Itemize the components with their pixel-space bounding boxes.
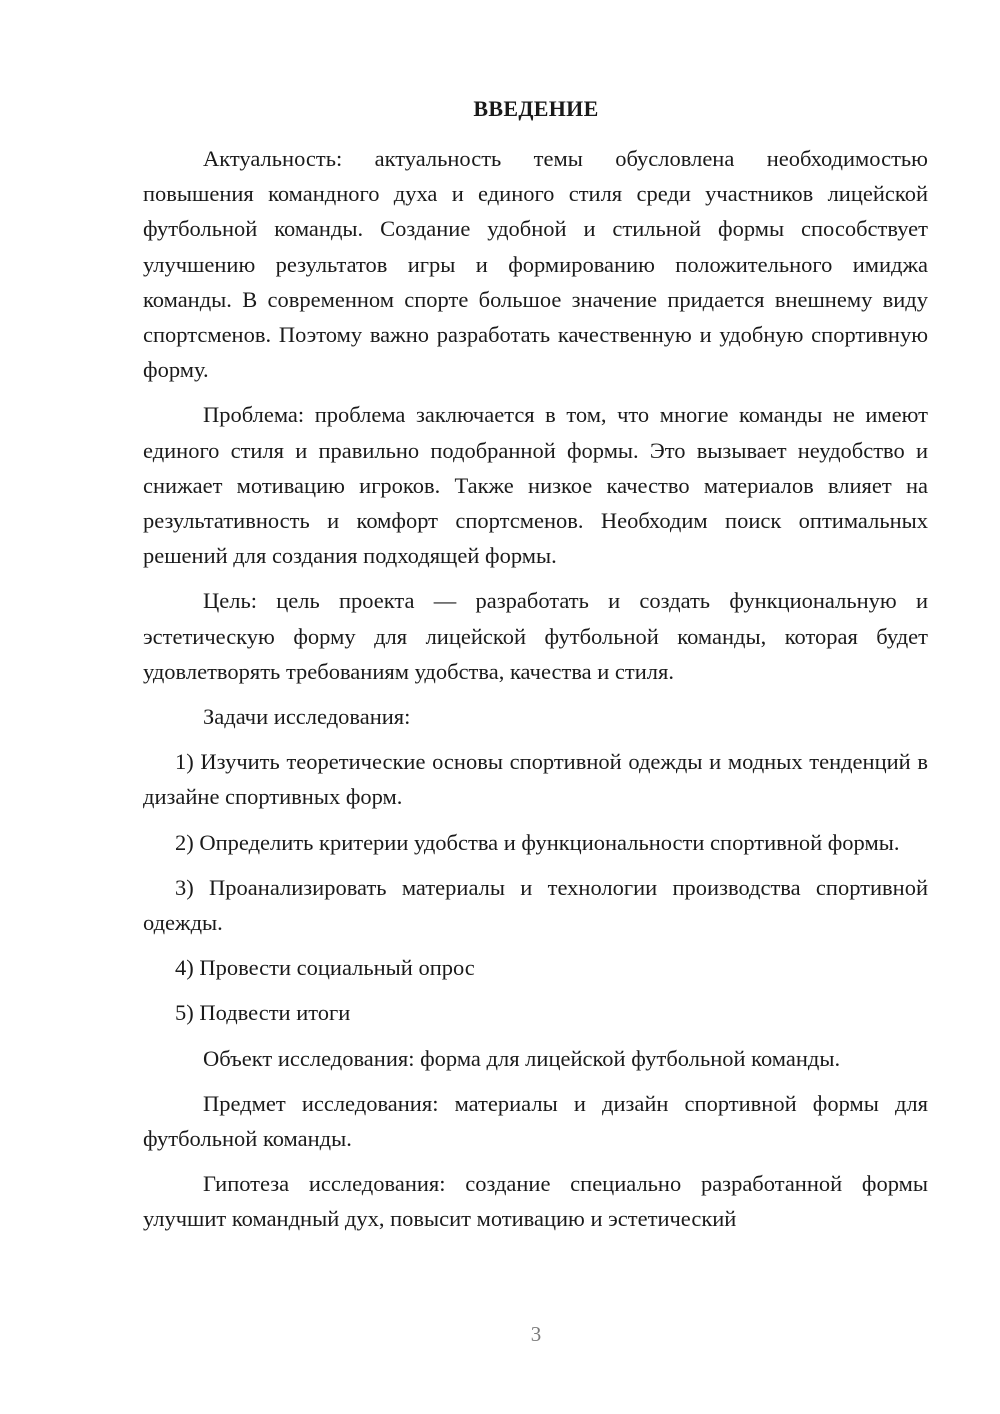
task-item-4: 4) Провести социальный опрос <box>175 955 475 981</box>
document-body <box>143 141 928 1247</box>
page-number: 3 <box>530 1322 542 1346</box>
paragraph-hypothesis: Гипотеза исследования: создание специально разработанной формы улучшит командный дух, повысит мотивацию и эстетический <box>143 1171 928 1232</box>
task-item-2: 2) Определить критерии удобства и функциональности спортивной формы. <box>175 829 900 855</box>
paragraph-tasks-heading: Задачи исследования: <box>203 704 411 730</box>
task-item-3: 3) Проанализировать материалы и технологии производства спортивной одежды. <box>143 874 928 936</box>
paragraph-problem: Проблема: проблема заключается в том, что многие команды не имеют единого стиля и правильно подобранной формы. Это вызывает неудобство и снижает мотивацию игроков. Также низкое качество материалов влияет на результативность и комфорт спортсменов. Необходим поиск оптимальных решений для создания подходящей формы. <box>143 402 928 569</box>
paragraph-relevance: Актуальность: актуальность темы обусловлена необходимостью повышения командного духа и единого стиля среди участников лицейской футбольной команды. Создание удобной и стильной формы способствует улучшению результатов игры и формированию положительного имиджа команды. В современном спорте большое значение придается внешнему виду спортсменов. Поэтому важно разработать качественную и удобную спортивную форму. <box>143 146 928 383</box>
paragraph-goal: Цель: цель проекта — разработать и создать функциональную и эстетическую форму для лицейской футбольной команды, которая будет удовлетворять требованиям удобства, качества и стиля. <box>143 588 928 684</box>
task-item-5: 5) Подвести итоги <box>175 1000 351 1026</box>
task-item-1: 1) Изучить теоретические основы спортивной одежды и модных тенденций в дизайне спортивных форм. <box>143 749 928 810</box>
page-title: ВВЕДЕНИЕ <box>473 96 599 121</box>
paragraph-subject: Предмет исследования: материалы и дизайн спортивной формы для футбольной команды. <box>143 1090 928 1152</box>
paragraph-object: Объект исследования: форма для лицейской футбольной команды. <box>203 1045 841 1071</box>
